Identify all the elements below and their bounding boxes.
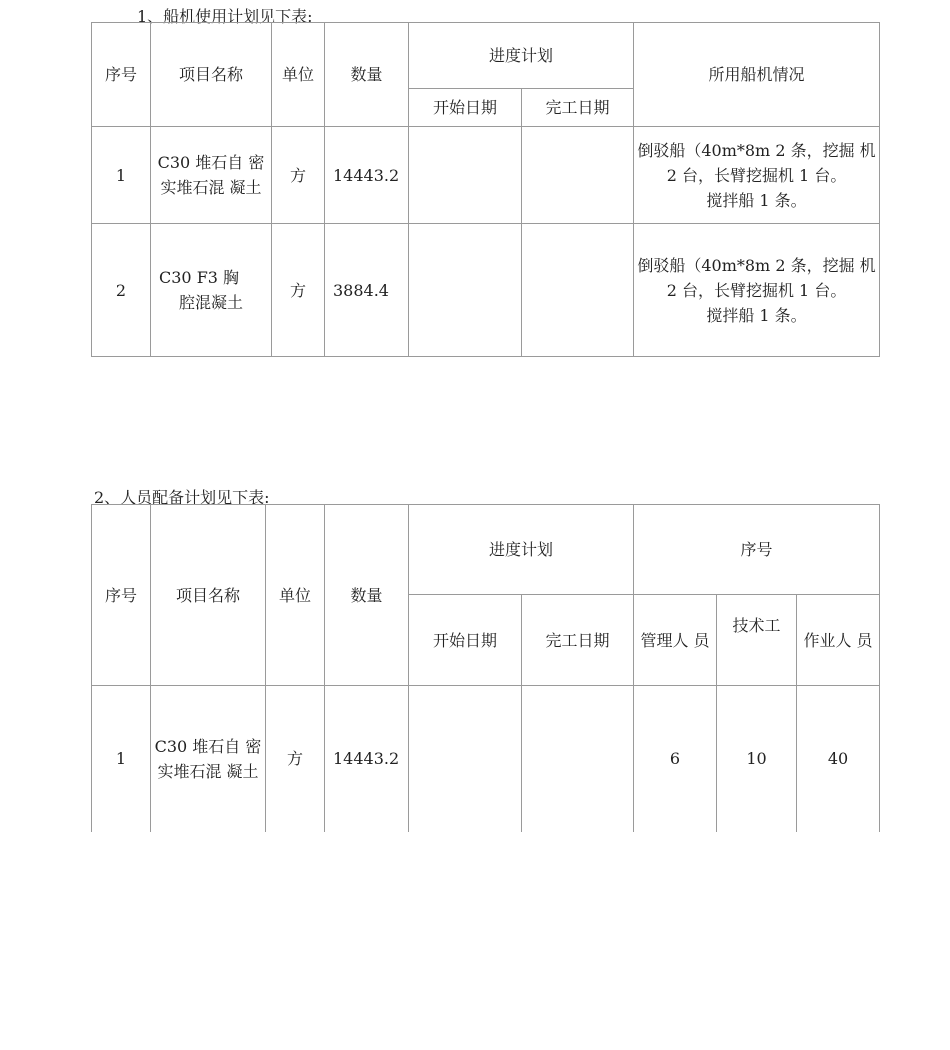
table-row <box>92 686 880 832</box>
row-equipment-line3: 搅拌船 1 条。 <box>706 305 807 325</box>
row-equipment <box>634 224 880 357</box>
row-start-date <box>409 127 522 224</box>
row-unit: 方 <box>272 127 325 224</box>
header-technicians: 技术工 <box>717 595 797 686</box>
row-end-date <box>522 127 634 224</box>
header-end-date: 完工日期 <box>522 89 634 127</box>
row-start-date <box>409 686 522 832</box>
row-name <box>151 686 266 832</box>
row-qty: 14443.2 <box>325 686 409 832</box>
row-qty: 14443.2 <box>325 127 409 224</box>
row-name-line2: 实堆石混 凝土 <box>160 178 262 197</box>
row-name-line1: C30 堆石自 密 <box>157 153 265 172</box>
row-equipment <box>634 127 880 224</box>
row-equipment-line1: 倒驳船（40m*8m 2 条，挖掘 机 <box>637 140 876 160</box>
row-end-date <box>522 686 634 832</box>
header-schedule: 进度计划 <box>409 23 634 89</box>
row-technicians: 10 <box>717 686 797 832</box>
section2-caption: 2、人员配备计划见下表: <box>94 488 270 507</box>
row-equipment-line2: 2 台，长臂挖掘机 1 台。 <box>666 280 847 300</box>
header-workers: 作业人 员 <box>797 595 880 686</box>
row-workers: 40 <box>797 686 880 832</box>
table-row <box>92 224 880 357</box>
header-start-date: 开始日期 <box>409 595 522 686</box>
header-managers: 管理人 员 <box>634 595 717 686</box>
header-qty: 数量 <box>325 505 409 686</box>
row-name-line1: C30 F3 胸 <box>159 268 240 287</box>
row-seq: 1 <box>92 127 151 224</box>
row-name-line2: 实堆石混 凝土 <box>157 761 259 781</box>
header-end-date: 完工日期 <box>522 595 634 686</box>
row-unit: 方 <box>272 224 325 357</box>
row-name-line1: C30 堆石自 密 <box>154 736 262 756</box>
row-end-date <box>522 224 634 357</box>
header-qty: 数量 <box>325 23 409 127</box>
row-name-line2: 腔混凝土 <box>178 293 243 312</box>
row-qty: 3884.4 <box>325 224 409 357</box>
row-equipment-line3: 搅拌船 1 条。 <box>706 190 807 210</box>
header-name: 项目名称 <box>151 505 266 686</box>
row-equipment-line2: 2 台，长臂挖掘机 1 台。 <box>666 165 847 185</box>
row-seq: 1 <box>92 686 151 832</box>
row-equipment-line1: 倒驳船（40m*8m 2 条，挖掘 机 <box>637 255 876 275</box>
header-schedule: 进度计划 <box>409 505 634 595</box>
header-seq: 序号 <box>92 23 151 127</box>
table-row <box>92 127 880 224</box>
header-seq: 序号 <box>92 505 151 686</box>
header-staff-group: 序号 <box>634 505 880 595</box>
row-seq: 2 <box>92 224 151 357</box>
row-start-date <box>409 224 522 357</box>
header-unit: 单位 <box>266 505 325 686</box>
staffing-plan-table <box>91 504 880 832</box>
header-name: 项目名称 <box>151 23 272 127</box>
row-managers: 6 <box>634 686 717 832</box>
section1-caption: 1、船机使用计划见下表: <box>137 7 313 26</box>
row-unit: 方 <box>266 686 325 832</box>
header-unit: 单位 <box>272 23 325 127</box>
row-name <box>151 224 272 357</box>
row-name <box>151 127 272 224</box>
header-start-date: 开始日期 <box>409 89 522 127</box>
equipment-plan-table <box>91 22 880 357</box>
header-equipment: 所用船机情况 <box>634 23 880 127</box>
